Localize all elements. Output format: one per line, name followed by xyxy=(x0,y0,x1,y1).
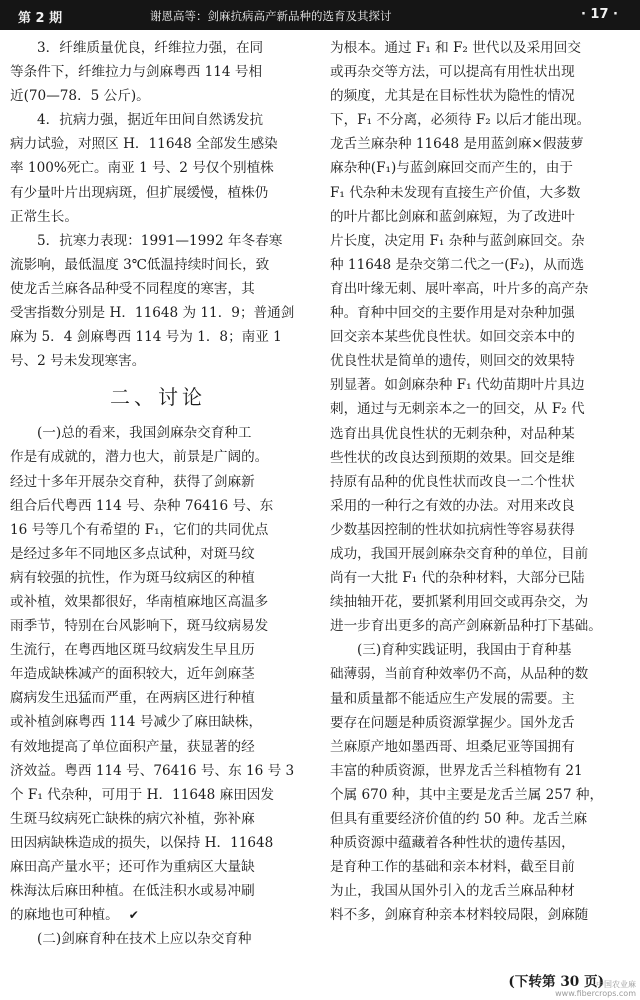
text-line: 种。育种中回交的主要作用是对杂种加强 xyxy=(330,305,575,322)
text-line: 有效地提高了单位面积产量，获显著的经 xyxy=(10,738,255,755)
text-line: 经过十多年开展杂交育种，获得了剑麻新 xyxy=(10,473,255,490)
text-line: 4．抗病力强，据近年田间自然诱发抗 xyxy=(37,112,264,129)
text-line: 麻为 5．4 剑麻粤西 114 号为 1．8；南亚 1 xyxy=(10,329,282,346)
text-line: 优良性状是简单的遗传，则回交的效果特 xyxy=(330,353,575,370)
text-line: 流影响，最低温度 3℃低温持续时间长，致 xyxy=(10,256,270,273)
text-line: 续抽轴开花，要抓紧利用回交或再杂交，为 xyxy=(330,594,589,611)
text-line: (二)剑麻育种在技术上应以杂交育种 xyxy=(37,931,252,948)
text-line: 尚有一大批 F₁ 代的杂种材料，大部分已陆 xyxy=(330,570,585,587)
text-line: 个 F₁ 代杂种，可用于 H．11648 麻田因发 xyxy=(10,786,274,803)
pen-mark-icon: ✔ xyxy=(128,908,139,923)
text-line: 麻杂种(F₁)与蓝剑麻回交而产生的，由于 xyxy=(330,160,573,177)
text-line: 些性状的改良达到预期的效果。回交是维 xyxy=(330,449,575,466)
text-line: 但具有重要经济价值的约 50 种。龙舌兰麻 xyxy=(330,811,588,827)
text-line: 麻田高产量水平；还可作为重病区大量缺 xyxy=(10,859,255,875)
text-line: 作是有成就的，潜力也大，前景是广阔的。 xyxy=(10,449,269,466)
left-column-body-top xyxy=(10,36,306,373)
text-line: 受害指数分别是 H．11648 为 11．9；普通剑 xyxy=(10,305,295,322)
text-line: 或再杂交等方法，可以提高有用性状出现 xyxy=(330,64,575,81)
text-line: 育出叶缘无刺、展叶率高，叶片多的高产杂 xyxy=(330,280,589,297)
text-line: 刺，通过与无刺亲本之一的回交，从 F₂ 代 xyxy=(330,401,585,418)
text-line: 是育种工作的基础和亲本材料，截至目前 xyxy=(330,859,575,876)
text-line: 持原有品种的优良性状而改良一二个性状 xyxy=(330,473,575,490)
text-line: 的频度，尤其是在目标性状为隐性的情况 xyxy=(330,88,575,105)
text-line: 料不多，剑麻育种亲本材料较局限，剑麻随 xyxy=(330,907,589,924)
text-line: 选育出具优良性状的无刺杂种，对品种某 xyxy=(330,425,575,442)
text-line: 进一步育出更多的高产剑麻新品种打下基础。 xyxy=(330,618,602,635)
text-line: 5．抗寒力表现：1991—1992 年冬春寒 xyxy=(37,232,283,249)
text-line: 别显著。如剑麻杂种 F₁ 代幼苗期叶片具边 xyxy=(330,377,585,394)
left-column-body-bottom xyxy=(10,421,306,951)
text-line: 近(70—78．5 公斤)。 xyxy=(10,88,150,105)
text-line: 16 号等几个有希望的 F₁，它们的共同优点 xyxy=(10,521,269,538)
text-line: 龙舌兰麻杂种 11648 是用蓝剑麻×假菠萝 xyxy=(330,136,584,153)
text-line: 率 100%死亡。南亚 1 号、2 号仅个别植株 xyxy=(10,160,274,177)
text-line: 使龙舌兰麻各品种受不同程度的寒害，其 xyxy=(10,280,255,297)
text-line: (一)总的看来，我国剑麻杂交育种工 xyxy=(37,425,252,442)
text-line: 生斑马纹病死亡缺株的病穴补植，弥补麻 xyxy=(10,810,255,827)
text-line: 济效益。粤西 114 号、76416 号、东 16 号 3 xyxy=(10,762,295,779)
text-line: 成功，我国开展剑麻杂交育种的单位，目前 xyxy=(330,545,589,562)
text-line: 种质资源中蕴藏着各种性状的遗传基因， xyxy=(330,835,575,852)
right-column-body xyxy=(330,36,626,927)
text-line: 为止，我国从国外引入的龙舌兰麻品种材 xyxy=(330,883,575,900)
text-line: (三)育种实践证明，我国由于育种基 xyxy=(357,642,572,659)
text-line: 的叶片都比剑麻和蓝剑麻短，为了改进叶 xyxy=(330,208,575,225)
text-line: 或补植，效果都很好，华南植麻地区高温多 xyxy=(10,593,269,610)
text-line: 个属 670 种，其中主要是龙舌兰属 257 种， xyxy=(330,786,604,803)
text-line: 或补植剑麻粤西 114 号减少了麻田缺株， xyxy=(10,714,263,731)
text-line: 组合后代粤西 114 号、杂种 76416 号、东 xyxy=(10,497,274,514)
continued-note: (下转第 30 页) xyxy=(508,974,604,990)
text-line: 量和质量都不能适应生产发展的需要。主 xyxy=(330,690,575,707)
text-line: 生流行，在粤西地区斑马纹病发生早且历 xyxy=(10,642,255,659)
text-line: 等条件下，纤维拉力与剑麻粤西 114 号相 xyxy=(10,64,263,81)
text-line: 田因病缺株造成的损失，以保持 H．11648 xyxy=(10,834,274,851)
watermark xyxy=(555,980,636,998)
text-line: 下，F₁ 不分离，必须待 F₂ 以后才能出现。 xyxy=(330,112,591,129)
text-line: 3．纤维质量优良，纤维拉力强，在同 xyxy=(37,40,264,56)
right-column xyxy=(330,36,626,927)
left-column xyxy=(10,36,306,951)
watermark-line-1: 中国农业麻 xyxy=(596,980,636,989)
text-line: 有少量叶片出现病斑，但扩展缓慢，植株仍 xyxy=(10,184,269,201)
section-heading-discussion: 二、讨论 xyxy=(110,385,206,410)
page-header xyxy=(0,0,640,30)
running-title: 谢恩高等：剑麻抗病高产新品种的选育及其探讨 xyxy=(150,9,392,23)
text-line: 为根本。通过 F₁ 和 F₂ 世代以及采用回交 xyxy=(330,40,581,56)
text-line: 片长度，决定用 F₁ 杂种与蓝剑麻回交。杂 xyxy=(330,232,585,249)
text-line: 采用的一种行之有效的办法。对用来改良 xyxy=(330,497,575,514)
text-line: 少数基因控制的性状如抗病性等容易获得 xyxy=(330,521,575,538)
text-line: 回交亲本某些优良性状。如回交亲本中的 xyxy=(330,329,575,346)
text-line: 种 11648 是杂交第二代之一(F₂)，从而选 xyxy=(330,256,585,273)
page-number: · 17 · xyxy=(580,7,618,22)
text-line: 正常生长。 xyxy=(10,208,78,225)
text-line: 雨季节，特别在台风影响下，斑马纹病易发 xyxy=(10,618,269,635)
text-line: F₁ 代杂种未发现有直接生产价值，大多数 xyxy=(330,184,581,201)
text-line: 丰富的种质资源，世界龙舌兰科植物有 21 xyxy=(330,762,583,779)
text-line: 号、2 号未发现寒害。 xyxy=(10,353,146,370)
text-line: 础薄弱，当前育种效率仍不高，从品种的数 xyxy=(330,666,589,683)
text-line: 年造成缺株减产的面积较大，近年剑麻茎 xyxy=(10,666,255,683)
issue-number: 第 2 期 xyxy=(18,11,63,26)
text-line: 株海汰后麻田种植。在低洼积水或易冲刷 xyxy=(10,883,255,900)
text-line: 腐病发生迅猛而严重，在两病区进行种植 xyxy=(10,690,255,707)
text-line: 是经过多年不同地区多点试种，对斑马纹 xyxy=(10,545,255,562)
text-line: 兰麻原产地如墨西哥、坦桑尼亚等国拥有 xyxy=(330,738,575,755)
text-line: 的麻地也可种植。 ✔ xyxy=(10,903,306,927)
text-line: 要存在问题是种质资源掌握少。国外龙舌 xyxy=(330,714,575,731)
text-line: 病力试验，对照区 H．11648 全部发生感染 xyxy=(10,136,278,153)
text-line: 病有较强的抗性，作为斑马纹病区的种植 xyxy=(10,569,255,586)
watermark-line-2: www.fibercrops.com xyxy=(555,989,636,998)
